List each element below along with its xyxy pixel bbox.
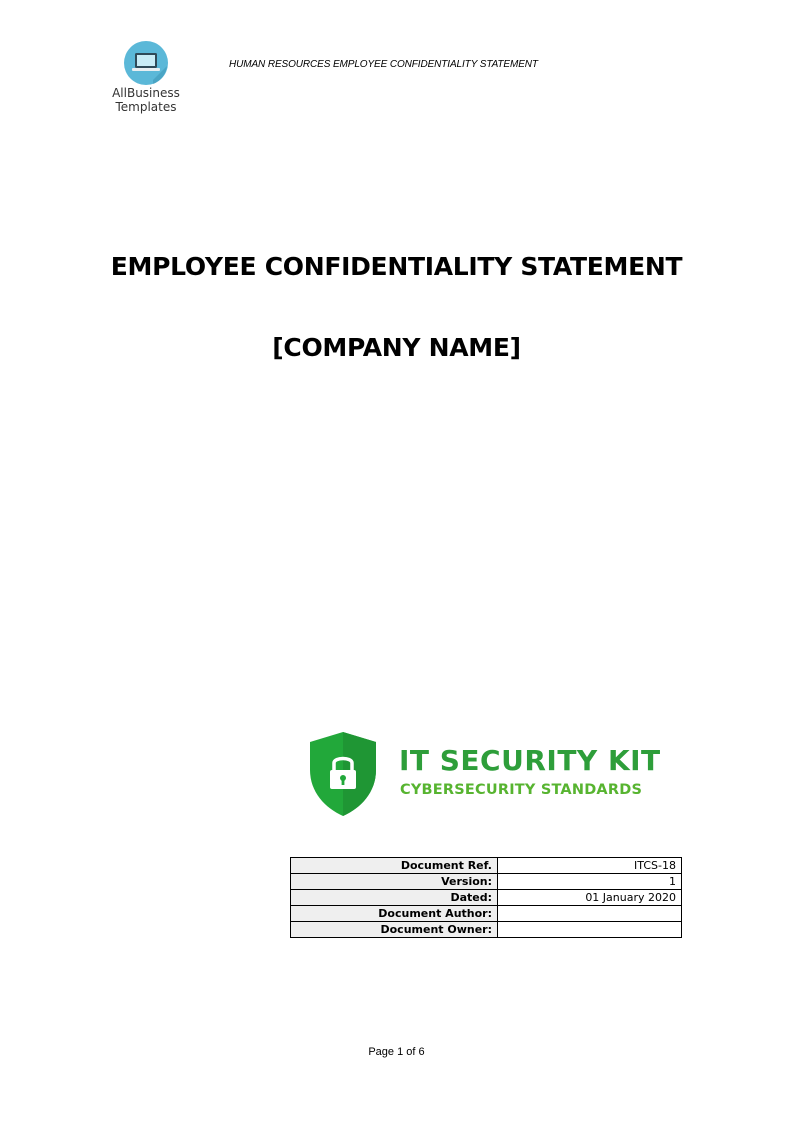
table-row bbox=[291, 890, 682, 906]
table-row bbox=[291, 874, 682, 890]
allbusiness-templates-logo bbox=[108, 40, 184, 114]
meta-label: Document Ref. bbox=[291, 858, 498, 874]
it-security-kit-logo bbox=[306, 730, 666, 820]
table-row bbox=[291, 858, 682, 874]
table-row bbox=[291, 922, 682, 938]
page-number: 1 bbox=[397, 1046, 404, 1058]
page-footer bbox=[0, 1046, 793, 1058]
kit-subtitle: CYBERSECURITY STANDARDS bbox=[400, 782, 643, 798]
page-total: 6 bbox=[418, 1046, 425, 1058]
laptop-icon bbox=[123, 40, 169, 86]
of-word: of bbox=[406, 1046, 416, 1058]
logo-text-line2: Templates bbox=[115, 100, 177, 114]
page-word: Page bbox=[368, 1046, 395, 1058]
company-name: [COMPANY NAME] bbox=[272, 333, 521, 362]
kit-title: IT SECURITY KIT bbox=[399, 744, 661, 777]
meta-value bbox=[498, 922, 682, 938]
table-row bbox=[291, 906, 682, 922]
document-meta-table bbox=[290, 857, 682, 938]
meta-label: Document Owner: bbox=[291, 922, 498, 938]
meta-value: ITCS-18 bbox=[498, 858, 682, 874]
meta-label: Version: bbox=[291, 874, 498, 890]
shield-lock-icon bbox=[306, 730, 380, 818]
logo-text-line1: AllBusiness bbox=[112, 86, 180, 100]
meta-label: Dated: bbox=[291, 890, 498, 906]
running-header: HUMAN RESOURCES EMPLOYEE CONFIDENTIALITY STATEMENT bbox=[229, 59, 538, 70]
meta-value: 01 January 2020 bbox=[498, 890, 682, 906]
document-title: EMPLOYEE CONFIDENTIALITY STATEMENT bbox=[110, 252, 683, 281]
meta-value: 1 bbox=[498, 874, 682, 890]
meta-label: Document Author: bbox=[291, 906, 498, 922]
meta-value bbox=[498, 906, 682, 922]
